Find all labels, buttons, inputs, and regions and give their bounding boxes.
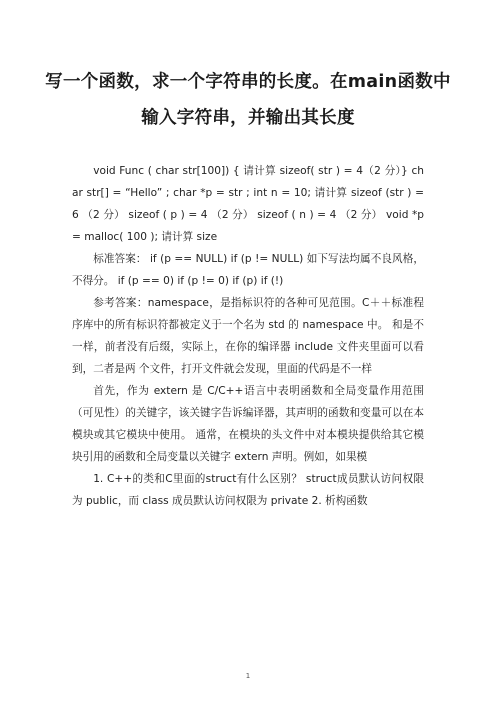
paragraph-1: void Func ( char str[100]) { 请计算 sizeof( str ) = 4（2 分）} char str[] = “Hello” ; char *p = str ; int n = 10; 请计算 sizeof (str ) = 6 （2 分） sizeof ( p ) = 4 （2 分） sizeof ( n ) = 4 （2 分） void *p = malloc( 100 ); 请计算 size <box>72 165 424 243</box>
paragraph-3: 参考答案：namespace，是指标识符的各种可见范围。C＋＋标准程序库中的所有标识符都被定义于一个名为 std 的 namespace 中。 和是不一样，前者没有后缀，实际上，在你的编译器 include 文件夹里面可以看到，二者是两 个文件，打开文件就会发现，里面的代码是不一样 <box>72 297 424 375</box>
paragraph-4: 首先，作为 extern 是 C/C++语言中表明函数和全局变量作用范围（可见性）的关键字，该关键字告诉编译器，其声明的函数和变量可以在本模块或其它模块中使用。 通常，在模块的头文件中对本模块提供给其它模块引用的函数和全局变量以关键字 extern 声明。例如，如果模 <box>72 385 424 463</box>
document-title: 写一个函数，求一个字符串的长度。在main函数中输入字符串，并输出其长度 <box>45 72 451 128</box>
document-body <box>72 160 424 512</box>
paragraph-5: 1. C++的类和C里面的struct有什么区别？ struct成员默认访问权限为 public，而 class 成员默认访问权限为 private 2. 析构函数 <box>72 473 424 507</box>
paragraph-2: 标准答案： if (p == NULL) if (p != NULL) 如下写法均属不良风格，不得分。 if (p == 0) if (p != 0) if (p) if (!) <box>72 253 424 287</box>
page-number: 1 <box>245 672 251 680</box>
